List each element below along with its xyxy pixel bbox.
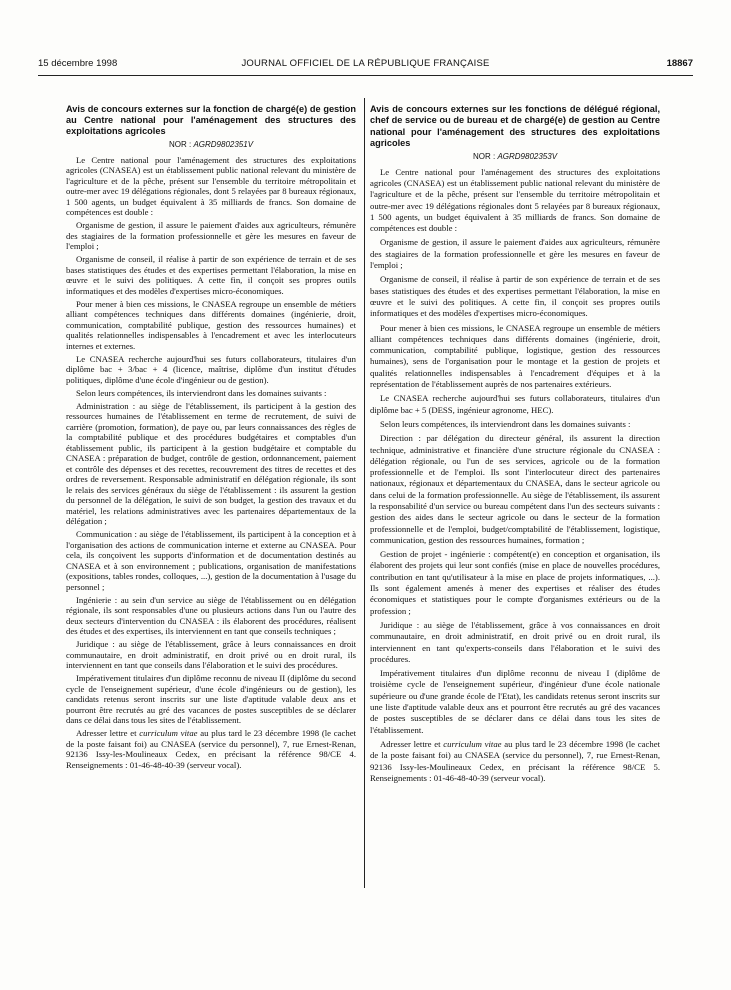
left-cv-text: curriculum vitae: [139, 728, 198, 738]
left-paragraph: Administration : au siège de l'établissement, ils participent à la gestion des ressources humaines de l'établissement en terme de recrutement, de suivi de carrière (promotion, formation), de paye ou, par leurs connaissances des règles de la comptabilité publique et des procédures budgétaires et comptables d'un établissement public, ils participent à la gestion budgétaire et comptable du CNASEA : préparation de budget, contrôle de gestion, ordonnancement, paiement et contrôle des dépenses et des recettes, recouvrement des titres de recettes et des ordres de reversement. Responsable administratif en délégation régionale, ils sont le relais des services généraux du siège de l'établissement : ils assurent la gestion du personnel de la délégation, le suivi de son budget, la gestion des travaux et du matériel, les relations administratives avec les partenaires départementaux de la délégation ;: [66, 400, 356, 526]
right-paragraph: Juridique : au siège de l'établissement, grâce à vos connaissances en droit communautaire, en droit administratif, en droit privé ou en droit rural, ils interviennent en tant qu'experts-conseils dans l'élaboration et le suivi des procédures.: [370, 619, 660, 664]
left-notice-title: Avis de concours externes sur la fonction de chargé(e) de gestion au Centre national pour l'aménagement des structures des exploitations agricoles: [66, 104, 356, 136]
right-paragraph: Impérativement titulaires d'un diplôme reconnu de niveau I (diplôme de troisième cycle de l'enseignement supérieur, d'ingénieur d'une école nationale supérieure ou d'une grande école de l'Etat), les candidats retenus seront inscrits sur une liste d'aptitude valable deux ans et pourront être recrutés au gré des vacances de postes susceptibles de se déclarer dans ce délai dans tous les sites de l'établissement.: [370, 668, 660, 735]
left-paragraph: Juridique : au siège de l'établissement, grâce à leurs connaissances en droit communautaire, en droit administratif, en droit privé ou en droit rural, ils interviennent en tant que conseils dans l'élaboration et le suivi des procédures.: [66, 639, 356, 670]
right-apply-text-a: Adresser lettre et: [380, 738, 444, 749]
left-paragraph: Organisme de conseil, il réalise à partir de son expérience de terrain et de ses bases statistiques des études et des expertises permettant l'élaboration, la mise en œuvre et le suivi des politiques. A cette fin, il conçoit ses propres outils informatiques et des modèles d'expertises micro-économiques.: [66, 254, 356, 296]
left-paragraph: Le Centre national pour l'aménagement des structures des exploitations agricoles (CNASEA) est un établissement public national relevant du ministère de l'agriculture et de la pêche, présent sur l'ensemble du territoire métropolitain et outre-mer avec 19 délégations régionales, dont 5 relayées par 8 bureaux régionaux, 1 500 agents, un budget équivalent à 35 milliards de francs. Son domaine de compétences est double :: [66, 154, 356, 217]
right-apply-text-b: au plus tard le 23 décembre 1998 (le cachet de la poste faisant foi) au CNASEA (service du personnel), 7, rue Ernest-Renan, 92136 Issy-les-Moulineaux Cedex, en précisant la référence 98/CE 5. Renseignements : 01-46-48-40-39 (serveur vocal).: [370, 738, 660, 783]
left-paragraph: Organisme de gestion, il assure le paiement d'aides aux agriculteurs, rémunère des stagiaires de la formation professionnelle et gère les mesures en faveur de l'emploi ;: [66, 220, 356, 251]
right-nor: [370, 152, 660, 163]
left-paragraph: Selon leurs compétences, ils interviendront dans les domaines suivants :: [76, 387, 327, 398]
left-apply-text-a: Adresser lettre et: [76, 728, 140, 738]
left-paragraph: Le CNASEA recherche aujourd'hui ses futurs collaborateurs, titulaires d'un diplôme bac + 3/bac + 4 (licence, maîtrise, diplôme d'un institut d'études politiques, diplôme d'une école d'ingénieur ou de gestion).: [66, 353, 356, 385]
left-nor-code: AGRD9802351V: [193, 140, 254, 149]
right-paragraph-application: [370, 739, 660, 784]
header-date: 15 décembre 1998: [38, 58, 118, 69]
right-paragraph: Le CNASEA recherche aujourd'hui ses futurs collaborateurs, titulaires d'un diplôme bac + 5 (DESS, ingénieur agronome, HEC).: [370, 393, 660, 415]
right-paragraph: Organisme de gestion, il assure le paiement d'aides aux agriculteurs, rémunère des stagiaires de la formation professionnelle et gère les mesures en faveur de l'emploi ;: [370, 237, 660, 271]
right-cv-text: curriculum vitae: [443, 738, 502, 749]
left-paragraph: Pour mener à bien ces missions, le CNASEA regroupe un ensemble de métiers alliant compétences techniques dans différents domaines (ingénierie, droit, communication, comptabilité publique, gestion des ressources humaines) et qualités relationnelles indispensables à l'encadrement et avec les interlocuteurs internes et externes.: [66, 298, 356, 351]
right-paragraph: Pour mener à bien ces missions, le CNASEA regroupe un ensemble de métiers alliant compétences techniques dans différents domaines (ingénierie, droit, communication, comptabilité publique, logistique, gestion des ressources humaines), sens de l'organisation pour le montage et la gestion de projets et qualités relationnelles indispensables à l'encadrement d'équipes et à la représentation de l'établissement auprès de nos partenaires extérieurs.: [370, 322, 660, 390]
left-nor-label: NOR :: [168, 140, 192, 149]
right-paragraph: Organisme de conseil, il réalise à partir de son expérience de terrain et de ses bases statistiques des études et des expertises permettant l'élaboration, la mise en œuvre et le suivi des politiques. A cette fin, il conçoit ses propres outils informatiques et des modèles d'expertises micro-économiques.: [370, 274, 660, 319]
right-paragraph: Selon leurs compétences, ils interviendront dans les domaines suivants :: [380, 418, 631, 429]
page-number: 18867: [666, 58, 693, 69]
journal-title: JOURNAL OFFICIEL DE LA RÉPUBLIQUE FRANÇAISE: [241, 58, 490, 69]
right-column: [370, 104, 660, 787]
right-notice-title: Avis de concours externes sur les fonctions de délégué régional, chef de service ou de bureau et de chargé(e) de gestion au Centre national pour l'aménagement des structures des exploitations agricoles: [370, 104, 660, 148]
left-paragraph: Impérativement titulaires d'un diplôme reconnu de niveau II (diplôme du second cycle de l'enseignement supérieur, d'une école d'ingénieurs ou de gestion), les candidats retenus seront inscrits sur une liste d'aptitude valable deux ans et pourront être recrutés au gré des vacances de postes susceptibles de se déclarer dans ce délai dans tous les sites de l'établissement.: [66, 673, 356, 725]
left-nor: [66, 140, 356, 151]
right-nor-code: AGRD9802353V: [497, 152, 558, 162]
right-nor-label: NOR :: [472, 152, 496, 162]
left-paragraph: Ingénierie : au sein d'un service au siège de l'établissement ou en délégation régionale, ils sont responsables d'une ou plusieurs actions dans l'un ou l'autre des deux secteurs d'intervention du CNASEA : ils élaborent des procédures, réalisent des études et des expertises, ils interviennent en tant que conseils techniques ;: [66, 594, 356, 636]
left-paragraph: Communication : au siège de l'établissement, ils participent à la conception et à l'organisation des actions de communication interne et externe au CNASEA. Pour cela, ils conçoivent les supports d'information et de documentation destinés au CNASEA et à son environnement ; publications, organisation de manifestations (expositions, tables rondes, colloques, ...), gestion de la documentation à l'usage du personnel ;: [66, 529, 356, 592]
header-rule: [38, 75, 693, 76]
right-paragraph: Gestion de projet - ingénierie : compétent(e) en conception et organisation, ils élaborent des projets qui leur sont confiés (mise en place de nouvelles procédures, contribution en tant qu'utilisateur à la mise en place de projets informatiques, ...). Ils sont également amenés à mener des expertises et réaliser des études économiques et statistiques pour le compte d'organismes extérieurs ou de la profession ;: [370, 549, 660, 616]
column-divider: [364, 98, 365, 888]
page-header: [38, 58, 693, 74]
left-apply-text-b: au plus tard le 23 décembre 1998 (le cachet de la poste faisant foi) au CNASEA (service du personnel), 7, rue Ernest-Renan, 92136 Issy-les-Moulineaux Cedex, en précisant la référence 98/CE 4. Renseignements : 01-46-48-40-39 (serveur vocal).: [66, 728, 356, 770]
right-paragraph: Le Centre national pour l'aménagement des structures des exploitations agricoles (CNASEA) est un établissement public national relevant du ministère de l'agriculture et de la pêche, présent sur l'ensemble du territoire métropolitain et outre-mer avec 19 délégations régionales dont 5 relayées par 8 bureaux régionaux, 1 500 agents, un budget équivalent à 35 milliards de francs. Son domaine de compétences est double :: [370, 166, 660, 234]
right-paragraph: Direction : par délégation du directeur général, ils assurent la direction technique, administrative et financière d'une structure régionale du CNASEA : délégation régionale, ou l'un de ses services, agricole ou de la formation professionnelle et de l'emploi. Ils sont l'interlocuteur direct des partenaires nationaux, régionaux et départementaux du CNASEA, dans le secteur agricole ou dans celui de la formation professionnelle. Au siège de l'établissement, ils assurent la responsabilité d'un service ou bureau compétent dans l'un des secteurs suivants : gestion des aides dans le secteur agricole ou dans le secteur de la formation professionnelle et de l'emploi, budget/comptabilité de l'établissement, logistique, communication, gestion des ressources humaines, formation ;: [370, 433, 660, 545]
left-column: [66, 104, 356, 773]
left-paragraph-application: [66, 728, 356, 770]
